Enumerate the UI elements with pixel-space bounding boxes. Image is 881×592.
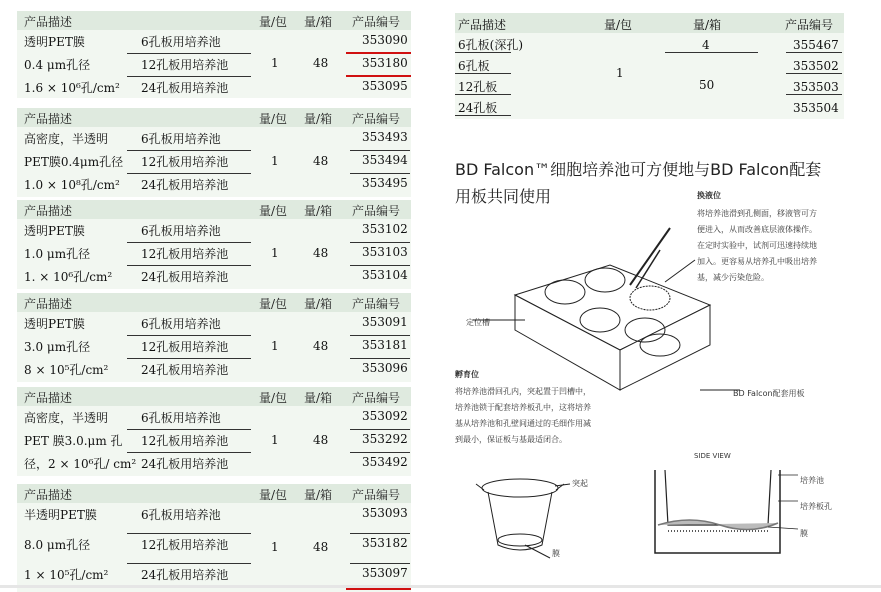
desc-line: 1 × 10⁵孔/cm² xyxy=(24,568,109,582)
table-body xyxy=(17,30,411,98)
sv-label: 膜 xyxy=(800,529,808,538)
desc-line: 1. × 10⁶孔/cm² xyxy=(24,270,113,284)
header-desc: 产品描述 xyxy=(458,18,507,32)
plate-type: 12孔板用培养池 xyxy=(141,58,229,72)
table-body xyxy=(17,127,411,197)
header-qty-pack: 量/包 xyxy=(259,112,288,126)
qty-case: 48 xyxy=(313,56,329,70)
desc-line: 径，2 × 10⁶孔/ cm² xyxy=(24,457,137,471)
plate-type: 6孔板用培养池 xyxy=(141,317,221,331)
product-code: 353492 xyxy=(362,455,408,469)
plate-code: 353504 xyxy=(793,101,839,115)
desc-line: 8.0 μm孔径 xyxy=(24,538,91,552)
header-qty-pack: 量/包 xyxy=(259,204,288,218)
header-desc: 产品描述 xyxy=(24,391,73,405)
header-qty-case: 量/箱 xyxy=(304,15,333,29)
product-code: 353495 xyxy=(362,176,408,190)
sv-label: 培养池 xyxy=(800,476,824,485)
qty-case: 48 xyxy=(313,154,329,168)
plate-label: BD Falcon配套用板 xyxy=(733,389,805,398)
plates-body xyxy=(455,33,844,119)
plate-type: 24孔板用培养池 xyxy=(141,457,229,471)
product-code: 353292 xyxy=(362,432,408,446)
plate-name: 6孔板 xyxy=(458,59,490,73)
header-desc: 产品描述 xyxy=(24,488,73,502)
mo-label: 膜 xyxy=(552,549,560,558)
header-code: 产品编号 xyxy=(352,204,401,218)
header-qty-pack: 量/包 xyxy=(259,297,288,311)
side-view-illustration xyxy=(650,465,800,555)
table-header xyxy=(17,11,411,30)
desc-line: 1.0 μm孔径 xyxy=(24,247,91,261)
desc-line: 3.0 μm孔径 xyxy=(24,340,91,354)
header-qty-pack: 量/包 xyxy=(604,18,633,32)
qty-case: 48 xyxy=(313,339,329,353)
fuyu-text: 将培养池滑回孔内，突起置于凹槽中， 培养池锁于配套培养板孔中，这将培养 基从培养池和孔壁间通过的毛细作用减 到最小，保证板与基最适闭合。 xyxy=(455,387,591,444)
product-code: 353102 xyxy=(362,222,408,236)
header-qty-case: 量/箱 xyxy=(304,112,333,126)
product-table xyxy=(17,108,411,197)
header-code: 产品编号 xyxy=(352,297,401,311)
table-body xyxy=(17,219,411,289)
plate-qty-case: 50 xyxy=(699,78,715,92)
table-header xyxy=(17,293,411,312)
qty-case: 48 xyxy=(313,246,329,260)
qty-pack: 1 xyxy=(271,154,279,168)
plate-qty-pack: 1 xyxy=(616,66,624,80)
product-table xyxy=(17,11,411,98)
plate-type: 24孔板用培养池 xyxy=(141,178,229,192)
product-table xyxy=(17,484,411,592)
huan-title: 换液位 xyxy=(697,191,721,200)
product-code: 353097 xyxy=(362,566,408,580)
header-code: 产品编号 xyxy=(352,112,401,126)
product-code: 353103 xyxy=(362,245,408,259)
qty-pack: 1 xyxy=(271,339,279,353)
product-code: 353091 xyxy=(362,315,408,329)
qty-pack: 1 xyxy=(271,433,279,447)
sv-label: 培养板孔 xyxy=(800,502,832,511)
plate-type: 24孔板用培养池 xyxy=(141,363,229,377)
product-code: 353180 xyxy=(362,56,408,70)
product-code: 353181 xyxy=(362,338,408,352)
plate-type: 24孔板用培养池 xyxy=(141,81,229,95)
plates-header xyxy=(455,13,844,33)
side-view-label: SIDE VIEW xyxy=(694,452,731,460)
desc-line: 8 × 10⁵孔/cm² xyxy=(24,363,109,377)
table-body xyxy=(17,406,411,476)
plate-name: 12孔板 xyxy=(458,80,498,94)
product-code: 353093 xyxy=(362,506,408,520)
qty-pack: 1 xyxy=(271,56,279,70)
desc-line: 高密度，半透明 xyxy=(24,411,109,425)
plate-code: 355467 xyxy=(793,38,839,52)
header-desc: 产品描述 xyxy=(24,112,73,126)
plate-type: 12孔板用培养池 xyxy=(141,434,229,448)
fuyu-title: 孵育位 xyxy=(455,370,479,379)
product-code: 353494 xyxy=(362,153,408,167)
header-qty-case: 量/箱 xyxy=(304,488,333,502)
plate-name: 24孔板 xyxy=(458,101,498,115)
desc-line: PET膜0.4μm孔径 xyxy=(24,155,124,169)
plate-type: 24孔板用培养池 xyxy=(141,270,229,284)
desc-line: 高密度，半透明 xyxy=(24,132,109,146)
qty-case: 48 xyxy=(313,433,329,447)
section-title: 用板共同使用 xyxy=(455,187,552,206)
plate-name: 6孔板(深孔) xyxy=(458,38,523,52)
desc-line: 1.0 × 10⁸孔/cm² xyxy=(24,178,120,192)
dingwei-label: 定位槽 xyxy=(466,318,490,327)
plate-type: 12孔板用培养池 xyxy=(141,538,229,552)
header-qty-case: 量/箱 xyxy=(304,204,333,218)
plate-type: 12孔板用培养池 xyxy=(141,155,229,169)
header-qty-pack: 量/包 xyxy=(259,488,288,502)
header-qty-case: 量/箱 xyxy=(693,18,722,32)
table-body xyxy=(17,312,411,382)
section-title: BD Falcon™细胞培养池可方便地与BD Falcon配套 xyxy=(455,160,822,179)
qty-pack: 1 xyxy=(271,540,279,554)
product-code: 353493 xyxy=(362,130,408,144)
qty-case: 48 xyxy=(313,540,329,554)
product-code: 353092 xyxy=(362,409,408,423)
plate-type: 12孔板用培养池 xyxy=(141,340,229,354)
plate-type: 12孔板用培养池 xyxy=(141,247,229,261)
product-code: 353095 xyxy=(362,79,408,93)
plate-illustration xyxy=(455,220,745,395)
huan-text: 将培养池滑到孔侧面，移液管可方 便进入，从而改善底层液体操作。 在定时实验中，试剂可迅速持续地 加入。更容易从培养孔中吸出培养 基，减少污染危险。 xyxy=(697,209,817,282)
plate-qty-case: 4 xyxy=(702,38,710,52)
desc-line: 0.4 μm孔径 xyxy=(24,58,91,72)
plate-type: 24孔板用培养池 xyxy=(141,568,229,582)
plates-table xyxy=(455,13,844,119)
desc-line: 半透明PET膜 xyxy=(24,508,97,522)
header-desc: 产品描述 xyxy=(24,297,73,311)
desc-line: 透明PET膜 xyxy=(24,35,85,49)
header-code: 产品编号 xyxy=(352,488,401,502)
plate-type: 6孔板用培养池 xyxy=(141,35,221,49)
header-code: 产品编号 xyxy=(352,15,401,29)
header-qty-pack: 量/包 xyxy=(259,391,288,405)
desc-line: 1.6 × 10⁶孔/cm² xyxy=(24,81,120,95)
product-table xyxy=(17,387,411,476)
product-code: 353090 xyxy=(362,33,408,47)
table-body xyxy=(17,503,411,592)
header-desc: 产品描述 xyxy=(24,15,73,29)
product-code: 353104 xyxy=(362,268,408,282)
desc-line: 透明PET膜 xyxy=(24,317,85,331)
plate-type: 6孔板用培养池 xyxy=(141,132,221,146)
product-table xyxy=(17,293,411,382)
desc-line: PET 膜3.0.μm 孔 xyxy=(24,434,123,448)
header-code: 产品编号 xyxy=(352,391,401,405)
plate-type: 6孔板用培养池 xyxy=(141,411,221,425)
table-header xyxy=(17,200,411,219)
product-code: 353182 xyxy=(362,536,408,550)
plate-type: 6孔板用培养池 xyxy=(141,224,221,238)
plate-type: 6孔板用培养池 xyxy=(141,508,221,522)
insert-illustration xyxy=(470,470,580,565)
desc-line: 透明PET膜 xyxy=(24,224,85,238)
header-qty-case: 量/箱 xyxy=(304,391,333,405)
table-header xyxy=(17,484,411,503)
product-table xyxy=(17,200,411,289)
plate-code: 353502 xyxy=(793,59,839,73)
table-header xyxy=(17,108,411,127)
header-code: 产品编号 xyxy=(785,18,834,32)
header-qty-case: 量/箱 xyxy=(304,297,333,311)
qty-pack: 1 xyxy=(271,246,279,260)
product-code: 353096 xyxy=(362,361,408,375)
tuqi-label: 突起 xyxy=(572,479,588,488)
header-qty-pack: 量/包 xyxy=(259,15,288,29)
plate-code: 353503 xyxy=(793,80,839,94)
header-desc: 产品描述 xyxy=(24,204,73,218)
table-header xyxy=(17,387,411,406)
